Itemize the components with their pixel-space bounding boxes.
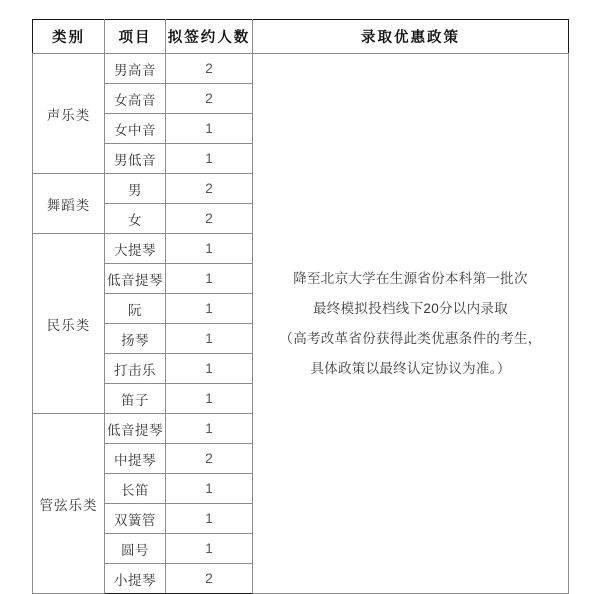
count-cell: 1 [166, 264, 253, 294]
policy-line: 降至北京大学在生源省份本科第一批次 [293, 270, 528, 286]
count-cell: 1 [166, 354, 253, 384]
item-cell: 男 [105, 174, 166, 204]
count-cell: 1 [166, 384, 253, 414]
table-body [33, 54, 569, 594]
count-cell: 1 [166, 474, 253, 504]
table-header [33, 20, 569, 54]
item-cell: 低音提琴 [105, 414, 166, 444]
count-cell: 2 [166, 204, 253, 234]
item-cell: 女高音 [105, 84, 166, 114]
item-cell: 双簧管 [105, 504, 166, 534]
column-header-item: 项目 [105, 20, 166, 54]
item-cell: 低音提琴 [105, 264, 166, 294]
item-cell: 阮 [105, 294, 166, 324]
table-header-row [33, 20, 569, 54]
category-cell: 声乐类 [33, 54, 105, 174]
policy-line: 具体政策以最终认定协议为准。） [310, 360, 511, 376]
item-cell: 圆号 [105, 534, 166, 564]
table-row [33, 54, 569, 84]
count-cell: 1 [166, 324, 253, 354]
policy-line: （高考改革省份获得此类优惠条件的考生， [279, 330, 542, 346]
count-cell: 1 [166, 534, 253, 564]
count-cell: 1 [166, 414, 253, 444]
count-cell: 2 [166, 564, 253, 594]
column-header-category: 类别 [33, 20, 105, 54]
item-cell: 打击乐 [105, 354, 166, 384]
count-cell: 2 [166, 444, 253, 474]
item-cell: 女 [105, 204, 166, 234]
item-cell: 男高音 [105, 54, 166, 84]
policy-cell [253, 54, 569, 594]
item-cell: 中提琴 [105, 444, 166, 474]
count-cell: 2 [166, 54, 253, 84]
category-cell: 舞蹈类 [33, 174, 105, 234]
item-cell: 扬琴 [105, 324, 166, 354]
recruitment-table-container [32, 19, 568, 594]
item-cell: 大提琴 [105, 234, 166, 264]
item-cell: 长笛 [105, 474, 166, 504]
column-header-policy: 录取优惠政策 [253, 20, 569, 54]
policy-text [253, 264, 568, 384]
column-header-count: 拟签约人数 [166, 20, 253, 54]
item-cell: 男低音 [105, 144, 166, 174]
category-cell: 民乐类 [33, 234, 105, 414]
item-cell: 笛子 [105, 384, 166, 414]
count-cell: 1 [166, 234, 253, 264]
policy-line: 最终模拟投档线下20分以内录取 [312, 300, 508, 316]
category-cell: 管弦乐类 [33, 414, 105, 594]
count-cell: 2 [166, 174, 253, 204]
item-cell: 小提琴 [105, 564, 166, 594]
count-cell: 1 [166, 504, 253, 534]
item-cell: 女中音 [105, 114, 166, 144]
count-cell: 2 [166, 84, 253, 114]
count-cell: 1 [166, 114, 253, 144]
recruitment-table [32, 19, 569, 594]
count-cell: 1 [166, 144, 253, 174]
count-cell: 1 [166, 294, 253, 324]
